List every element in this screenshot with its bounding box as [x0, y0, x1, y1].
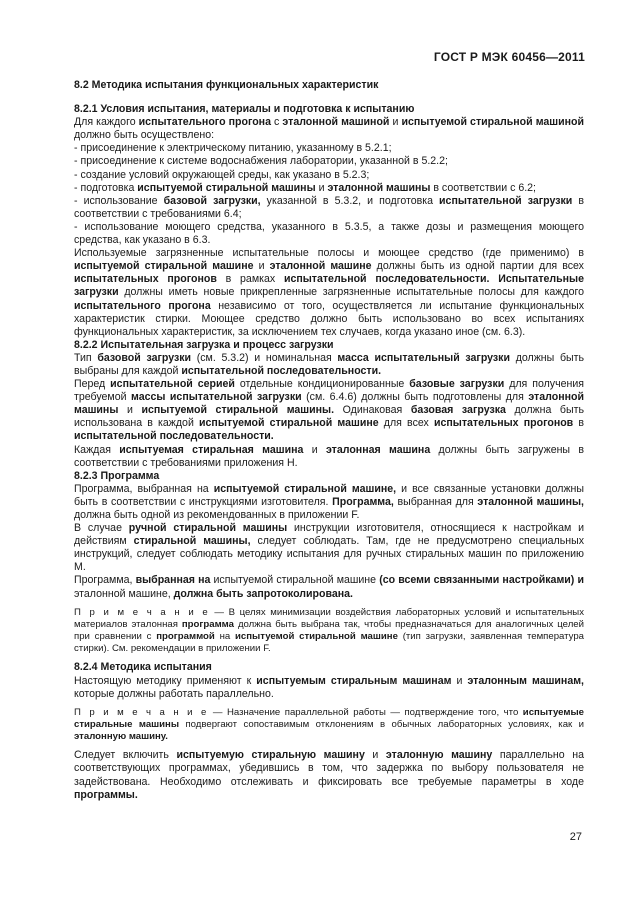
- term: базовые загрузки: [409, 378, 505, 391]
- term: испытательной серией: [110, 378, 235, 391]
- text-run: эталонной машине,: [74, 587, 171, 600]
- paragraph: [74, 574, 584, 600]
- text-run: Программа, выбранная на: [74, 482, 214, 495]
- term: испытательной последовательности.: [74, 430, 274, 443]
- note-label: П р и м е ч а н и е: [74, 706, 209, 718]
- term: программы.: [74, 788, 138, 801]
- text-run: в соответствии с требованиями 6.4;: [74, 194, 585, 220]
- text-run: и: [451, 674, 468, 687]
- text-run: (тип загрузки, заявленная температура стирки). См. рекомендации в приложении F.: [74, 631, 585, 655]
- paragraph: [74, 378, 584, 443]
- term: испытательного прогона: [74, 299, 211, 312]
- text-run: - использование: [74, 194, 164, 207]
- text-run: должны быть загружены в соответствии с требованиями приложения Н.: [74, 443, 584, 469]
- text-run: должны быть выбраны для каждой: [74, 351, 585, 377]
- paragraph: [74, 749, 584, 801]
- text-run: Следует включить: [74, 749, 177, 762]
- term: испытуемой стиральной машиной: [401, 116, 585, 129]
- text-run: и все связанные установки должны быть в соответствии с инструкциями изготовителя.: [74, 482, 584, 508]
- text-run: в: [573, 417, 584, 430]
- term: эталонную машину.: [74, 731, 168, 743]
- text-run: и: [253, 260, 270, 273]
- term: испытуемой стиральной машине: [199, 417, 379, 430]
- term: испытательной загрузки: [439, 194, 573, 207]
- text-run: (см. 6.4.6) должны быть подготовлены для: [301, 391, 529, 404]
- text-run: должно быть осуществлено:: [74, 129, 215, 142]
- text-run: В случае: [74, 522, 129, 535]
- term: испытательных прогонов: [74, 273, 217, 286]
- text-run: в соответствии с 6.2;: [430, 181, 536, 194]
- term: эталонным машинам,: [467, 674, 585, 687]
- text-run: независимо от того, осуществляется ли испытание функциональных характеристик стирки. Моющее средство должно быть использовано во всех испытаниях функциональных характеристик, за исключением тех случаев, когда указано иное (см. 6.3).: [74, 299, 584, 338]
- term: стиральной машины,: [133, 535, 251, 548]
- paragraph: [74, 352, 584, 378]
- term: Программа,: [332, 495, 394, 508]
- text-run: и: [364, 749, 386, 762]
- paragraph: [74, 116, 584, 142]
- term: испытуемым стиральным машинам: [256, 674, 452, 687]
- term: (со всеми связанными настройками) и: [376, 574, 584, 587]
- term: эталонной машины,: [477, 495, 584, 508]
- paragraph: [74, 675, 584, 701]
- term: испытуемой стиральной машине,: [213, 482, 397, 495]
- term: выбранная на: [132, 574, 214, 587]
- paragraph: [74, 522, 584, 574]
- list-item: [74, 195, 584, 221]
- term: испытуемые стиральные машины: [74, 706, 584, 730]
- term: испытуемой стиральной машине: [74, 260, 254, 273]
- term: должна быть запротоколирована.: [170, 587, 353, 600]
- paragraph: [74, 444, 584, 470]
- section-8-2-1-heading: 8.2.1 Условия испытания, материалы и подготовка к испытанию: [74, 103, 415, 116]
- text-run: указанной в 5.3.2, и подготовка: [260, 194, 440, 207]
- paragraph: [74, 483, 584, 522]
- note: [74, 707, 584, 744]
- term: масса испытательный загрузки: [337, 351, 510, 364]
- term: испытуемую стиральную машину: [176, 749, 365, 762]
- text-run: инструкции изготовителя, относящиеся к настройкам и действиям: [74, 522, 585, 548]
- standard-header: ГОСТ Р МЭК 60456—2011: [433, 50, 585, 64]
- term: эталонной машины: [74, 391, 584, 417]
- text-run: должна быть одной из рекомендованных в приложении F.: [74, 509, 360, 521]
- term: испытательного прогона: [138, 116, 271, 129]
- text-run: (см. 5.3.2) и номинальная: [191, 351, 338, 364]
- text-run: - подготовка: [74, 181, 138, 194]
- note-label: П р и м е ч а н и е: [74, 606, 210, 618]
- term: испытуемой стиральной машины.: [141, 404, 335, 417]
- section-8-2-3-heading: 8.2.3 Программа: [74, 469, 160, 482]
- text-run: и: [315, 181, 328, 194]
- text-run: отдельные кондиционированные: [234, 378, 410, 391]
- text-run: следует соблюдать. Там, где не предусмотрено специальных инструкций, следует соблюдать методику испытания для ручных стиральных машин по приложению М.: [74, 535, 584, 574]
- text-run: должна быть использована в каждой: [74, 404, 584, 430]
- term: испытуемой стиральной машине: [235, 631, 398, 643]
- text-run: для получения требуемой: [74, 378, 585, 404]
- list-item: - присоединение к электрическому питанию, указанному в 5.2.1;: [74, 142, 392, 155]
- text-run: — Назначение параллельной работы — подтверждение того, что: [208, 706, 523, 718]
- text-run: которые должны работать параллельно.: [74, 687, 274, 700]
- note: [74, 607, 584, 656]
- text-run: Настоящую методику применяют к: [74, 674, 257, 687]
- term: испытательной последовательности.: [181, 364, 382, 377]
- term: эталонную машину: [385, 749, 493, 762]
- section-8-2-2-heading: 8.2.2 Испытательная загрузка и процесс загрузки: [74, 338, 334, 351]
- text-run: Программа,: [74, 574, 133, 587]
- text-run: должны быть из одной партии для всех: [371, 260, 584, 273]
- text-run: и: [389, 116, 402, 129]
- list-item: - использование моющего средства, указанного в 5.3.5, а также дозы и размещения моющего средства, как указано в 6.3.: [74, 220, 584, 247]
- section-8-2-heading: 8.2 Методика испытания функциональных характеристик: [74, 79, 379, 91]
- text-run: параллельно на соответствующих программах, убедившись в том, что задержка по выбору пользователя не задействована. Необходимо отслеживать и фиксировать все требуемые параметры в ходе: [74, 749, 584, 788]
- term: эталонной машиной: [282, 116, 390, 129]
- term: испытательной последовательности.: [283, 273, 490, 286]
- text-run: Одинаковая: [334, 404, 411, 417]
- list-item: - создание условий окружающей среды, как указано в 5.2.3;: [74, 168, 370, 181]
- section-8-2-4-heading: 8.2.4 Методика испытания: [74, 661, 212, 674]
- term: эталонной машине: [269, 260, 372, 273]
- term: программой: [156, 631, 215, 643]
- text-run: Каждая: [74, 443, 120, 456]
- text-run: должны иметь новые прикрепленные загрязненные испытательные полосы для каждого: [118, 286, 584, 299]
- term: испытуемой стиральной машины: [137, 181, 316, 194]
- text-run: Используемые загрязненные испытательные полосы и моющее средство (где применимо) в: [74, 247, 584, 260]
- term: эталонной машины: [327, 181, 431, 194]
- term: массы испытательной загрузки: [131, 391, 302, 404]
- paragraph: [74, 247, 584, 339]
- list-item: [74, 182, 584, 195]
- text-run: испытуемой стиральной машине: [213, 574, 377, 587]
- term: базовая загрузка: [410, 404, 506, 417]
- page-content: [74, 79, 584, 802]
- text-run: Тип: [74, 351, 98, 364]
- term: базовой загрузки: [97, 351, 192, 364]
- text-run: и: [303, 443, 326, 456]
- text-run: и: [118, 404, 142, 417]
- term: испытуемая стиральная машина: [119, 443, 304, 456]
- text-run: — В целях минимизации воздействия лабораторных условий и испытательных материалов эталонная: [74, 606, 585, 630]
- text-run: в рамках: [216, 273, 284, 286]
- text-run: должна быть выбрана так, чтобы предназначаться для аналогичных целей при сравнении с: [74, 618, 584, 643]
- term: ручной стиральной машины: [128, 522, 288, 535]
- term: базовой загрузки,: [163, 194, 261, 207]
- term: эталонная машина: [325, 443, 431, 456]
- term: Испытательные загрузки: [74, 273, 584, 299]
- page-number: 27: [569, 831, 582, 843]
- term: испытательных прогонов: [433, 417, 574, 430]
- text-run: Для каждого: [74, 116, 139, 129]
- text-run: подвергают сопоставимым отклонениям в обычных лабораторных условиях, как и: [179, 718, 585, 730]
- text-run: для всех: [378, 417, 434, 430]
- term: программа: [181, 618, 234, 630]
- list-item: - присоединение к системе водоснабжения лаборатории, указанной в 5.2.2;: [74, 155, 448, 168]
- text-run: с: [270, 116, 283, 129]
- text-run: выбранная для: [393, 495, 478, 508]
- text-run: на: [214, 631, 236, 643]
- text-run: [490, 273, 499, 285]
- text-run: Перед: [74, 378, 111, 391]
